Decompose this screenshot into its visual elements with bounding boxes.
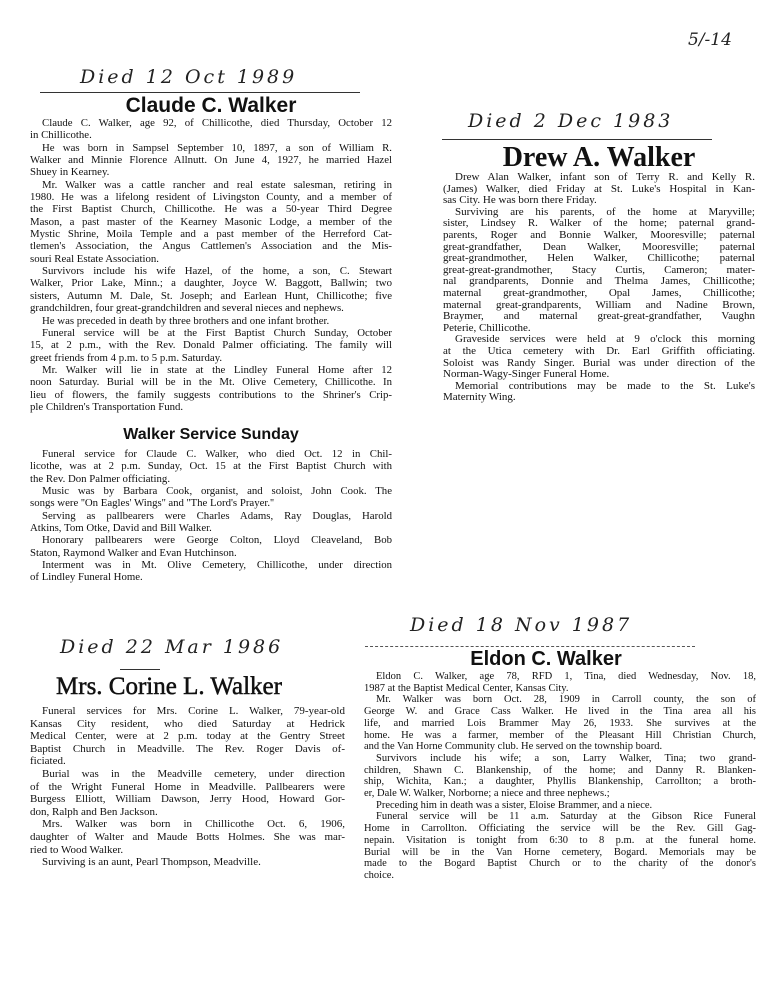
paragraph (30, 327, 392, 364)
text-line: Baptist Church in Meadville. The Rev. Roger Davis of- (30, 742, 345, 755)
text-line: made to the Bogard Baptist Church or to the charity of the donor's (364, 858, 756, 870)
text-line: Mason, a past master of the Kearney Masonic Lodge, a member of the (30, 215, 392, 228)
text-line: choice. (364, 869, 395, 881)
text-line: grandchildren, four great-grandchildren and several nieces and nephews. (30, 302, 344, 315)
paragraph (30, 856, 345, 869)
text-line: Survivors include his wife; a son, Larry Walker, Tina; two grand- (376, 752, 756, 764)
text-line: Braymer, and maternal great-great-grandfather, Vaughn (443, 310, 755, 323)
text-line: Atkins, Tom Otke, David and Bill Walker. (30, 522, 212, 535)
text-line: Staton, Raymond Walker and Evan Hutchinson. (30, 546, 237, 559)
text-line: 1987 at the Baptist Medical Center, Kansas City. (364, 682, 569, 694)
text-line: of Lindley Funeral Home. (30, 571, 143, 584)
text-line: Claude C. Walker, age 92, of Chillicothe, died Thursday, October 12 (42, 117, 392, 129)
text-line: tlemen's Association, the Angus Cattlemen's Association and the Mis- (30, 240, 392, 253)
text-line: Surviving is an aunt, Pearl Thompson, Meadville. (42, 856, 261, 869)
text-line: Mystic Shrine, Moila Temple and a past member of the Herreford Cat- (30, 228, 392, 241)
text-line: great-grandmother, Helen Walker, Chillicothe; paternal (443, 252, 755, 265)
text-line: (James) Walker, died Friday at St. Luke's Hospital in Kan- (443, 182, 755, 195)
obituary-body (30, 705, 345, 869)
text-line: Honorary pallbearers were George Colton, Lloyd Cleaveland, Bob (42, 534, 392, 547)
text-line: noon Saturday. Burial will be in the Mt. Olive Cemetery, Chillicothe. In (30, 376, 392, 389)
paragraph (30, 485, 392, 510)
divider (40, 92, 360, 93)
paragraph (30, 315, 392, 327)
text-line: Kansas City resident, who died Saturday at Hedrick (30, 717, 345, 730)
paragraph (443, 381, 755, 404)
text-line: songs were ''On Eagles' Wings'' and ''The Lord's Prayer.'' (30, 497, 275, 510)
text-line: sas City. He was born there Friday. (443, 194, 597, 207)
text-line: don, Ralph and Ben Jackson. (30, 805, 158, 818)
text-line: Graveside services were held at 9 o'clock this morning (455, 333, 755, 346)
text-line: He was preceded in death by three brothers and one infant brother. (42, 314, 330, 327)
text-line: maternal great-grandmother, Opal James, Chillicothe; (443, 286, 755, 299)
obituary-heading: Eldon C. Walker (470, 648, 622, 670)
text-line: Interment was in Mt. Olive Cemetery, Chillicothe, under direction (42, 559, 392, 572)
handwritten-date: Died 12 Oct 1989 (80, 66, 298, 88)
text-line: Funeral service will be 11 a.m. Saturday at the Gibson Rice Funeral (376, 811, 756, 823)
text-line: Maternity Wing. (443, 391, 516, 404)
text-line: ple Children's Transportation Fund. (30, 400, 184, 413)
text-line: er, Dale W. Walker, Norborne; a niece and three nephews.; (364, 788, 610, 800)
text-line: Burial was in the Meadville cemetery, under direction (42, 767, 345, 780)
corner-handwritten-note: 5/-14 (688, 30, 732, 50)
article-body (30, 448, 392, 584)
paragraph (443, 172, 755, 207)
text-line: Mr. Walker was born Oct. 28, 1909 in Carroll county, the son of (376, 694, 756, 706)
text-line: the First Baptist Church, Chillicothe. He was a 50-year Third Degree (30, 203, 392, 216)
paragraph (30, 265, 392, 314)
text-line: Eldon C. Walker, age 78, RFD 1, Tina, died Wednesday, Nov. 18, (376, 671, 756, 682)
text-line: nal grandparents, Donnie and Thelma James, Chillicothe; (443, 275, 755, 288)
text-line: 1980. He was a lifelong resident of Livingston County, and a member of (30, 191, 392, 204)
paragraph (30, 768, 345, 818)
paragraph (30, 142, 392, 179)
paragraph (364, 694, 756, 753)
text-line: children, Shawn C. Blankenship, of the home; and Danny R. Blanken- (364, 764, 756, 776)
text-line: and the Van Horne Community club. He served on the township board. (364, 741, 663, 753)
divider (365, 646, 695, 647)
paragraph (30, 534, 392, 559)
text-line: Mr. Walker will lie in state at the Lindley Funeral Home after 12 (42, 363, 392, 376)
text-line: life, and married Lois Brammer May 26, 1933. She survives at the (364, 717, 756, 729)
handwritten-date: Died 22 Mar 1986 (60, 636, 284, 658)
text-line: parents, Roger and Bonnie Walker, Mooresville; paternal (443, 228, 755, 241)
paragraph (364, 811, 756, 881)
text-line: Peterie, Chillicothe. (443, 321, 531, 334)
paragraph (364, 800, 756, 812)
text-line: the Rev. Don Palmer officiating. (30, 472, 171, 485)
text-line: Walker, Prior Lake, Minn.; a daughter, Joyce W. Baggott, Ballwin; two (30, 277, 392, 290)
text-line: sisters, Autumn M. Dale, St. Joseph; and Earlean Hunt, Chillicothe; five (30, 289, 392, 302)
obituary-heading: Mrs. Corine L. Walker (56, 673, 282, 700)
text-line: daughter of Walter and Maude Botts Holmes. She was mar- (30, 830, 345, 843)
obituary-heading: Claude C. Walker (125, 94, 297, 117)
handwritten-date: Died 2 Dec 1983 (468, 110, 674, 132)
text-line: lieu of flowers, the family suggests contributions to the Shriner's Crip- (30, 388, 392, 401)
text-line: ried to Wood Walker. (30, 843, 124, 856)
divider (442, 139, 712, 140)
text-line: sister, Lindsey R. Walker of the home; paternal grand- (443, 217, 755, 230)
text-line: Funeral service will be at the First Baptist Church Sunday, October (42, 326, 392, 339)
text-line: Memorial contributions may be made to the St. Luke's (455, 379, 755, 392)
text-line: Survivors include his wife Hazel, of the home, a son, C. Stewart (42, 265, 392, 278)
paragraph (30, 559, 392, 584)
text-line: Mr. Walker was a cattle rancher and real estate salesman, retiring in (42, 178, 392, 191)
text-line: greet friends from 4 p.m. to 5 p.m. Saturday. (30, 351, 223, 364)
text-line: Funeral service for Claude C. Walker, who died Oct. 12 in Chil- (42, 448, 392, 460)
text-line: of the Wright Funeral Home in Meadville. Pallbearers were (30, 780, 345, 793)
text-line: maternal great-grandparents, William and Nadine Brown, (443, 298, 755, 311)
text-line: Mrs. Walker was born in Chillicothe Oct. 6, 1906, (42, 818, 345, 831)
text-line: Funeral services for Mrs. Corine L. Walker, 79-year-old (42, 705, 345, 717)
paragraph (443, 207, 755, 335)
text-line: Norman-Wagy-Singer Funeral Home. (443, 368, 610, 381)
text-line: nepain. Visitation is tonight from 6:30 to 8 p.m. at the funeral home. (364, 834, 756, 846)
text-line: Serving as pallbearers were Charles Adams, Ray Douglas, Harold (42, 509, 392, 522)
obituary-body (30, 117, 392, 413)
paragraph (364, 671, 756, 694)
text-line: Drew Alan Walker, infant son of Terry R. and Kelly R. (455, 171, 755, 183)
paragraph (364, 753, 756, 800)
paragraph (443, 334, 755, 380)
text-line: 15, at 2 p.m., with the Rev. Donald Palmer officiating. The family will (30, 339, 392, 352)
obituary-heading: Drew A. Walker (502, 142, 696, 173)
paragraph (30, 117, 392, 142)
text-line: Walker and Minnie Florence Allnutt. On June 4, 1927, he married Hazel (30, 154, 392, 167)
text-line: ficiated. (30, 755, 66, 768)
text-line: Burial will be in the Van Horne cemetery, Bogard. Memorials may be (364, 846, 756, 858)
text-line: ship, Wichita, Kan.; a daughter, Phyllis Blankenship, Carrollton; a broth- (364, 776, 756, 788)
paragraph (30, 448, 392, 485)
text-line: Medical Center, were at 2 p.m. today at the Gentry Street (30, 730, 345, 743)
text-line: Home in Carrollton. Officiating the service will be the Rev. Gill Gag- (364, 823, 756, 835)
text-line: George W. and Grace Cass Walker. He lived in the Tina area all his (364, 706, 756, 718)
text-line: souri Real Estate Association. (30, 252, 159, 265)
paragraph (30, 364, 392, 413)
text-line: great-grandfather, Dean Walker, Mooresville; paternal (443, 240, 755, 253)
paragraph (30, 179, 392, 265)
text-line: at the Utica cemetery with Dr. Earl Griffith officiating. (443, 344, 755, 357)
text-line: great-great-grandmother, Stacy Curtis, Cameron; mater- (443, 263, 755, 276)
text-line: in Chillicothe. (30, 129, 92, 142)
text-line: Music was by Barbara Cook, organist, and soloist, John Cook. The (42, 485, 392, 498)
obituary-body (364, 671, 756, 882)
handwritten-date: Died 18 Nov 1987 (410, 614, 633, 636)
text-line: Shuey in Kearney. (30, 166, 110, 179)
paragraph (30, 510, 392, 535)
text-line: Burgess Elliott, William Dawson, Jerry Hood, Howard Gor- (30, 793, 345, 806)
divider (120, 669, 160, 670)
obituary-body (443, 172, 755, 404)
paragraph (30, 818, 345, 856)
text-line: licothe, was at 2 p.m. Sunday, Oct. 15 at the First Baptist Church with (30, 460, 392, 473)
text-line: Surviving are his parents, of the home at Maryville; (455, 205, 755, 218)
text-line: He was born in Sampsel September 10, 1897, a son of William R. (42, 141, 392, 154)
article-heading: Walker Service Sunday (123, 426, 299, 443)
paragraph (30, 705, 345, 768)
text-line: home. He was a farmer, member of the Pleasant Hill Christian Church, (364, 729, 756, 741)
text-line: Preceding him in death was a sister, Eloise Brammer, and a niece. (376, 799, 653, 811)
text-line: Soloist was Randy Singer. Burial was under direction of the (443, 356, 755, 369)
